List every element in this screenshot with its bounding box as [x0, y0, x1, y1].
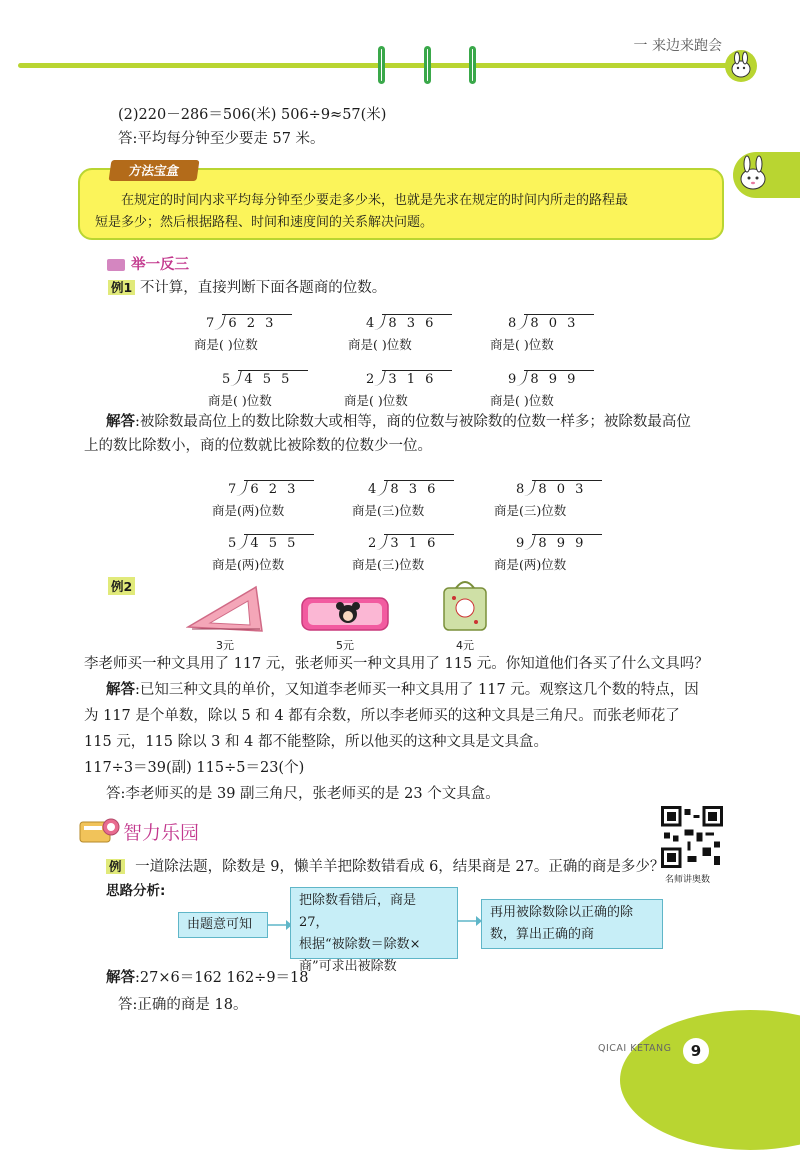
bunny-icon	[733, 152, 779, 198]
divisor: 2	[366, 372, 378, 387]
binder-clip-icon	[469, 46, 476, 84]
solution-text: 上的数比除数小，商的位数就比被除数的位数少一位。	[84, 438, 432, 454]
division-bar	[524, 370, 594, 371]
divisor: 4	[366, 316, 378, 331]
division-bar	[382, 370, 452, 371]
question-text: 李老师买一种文具用了 117 元，张老师买一种文具用了 115 元。你知道他们各买了什么文具吗？	[84, 656, 709, 672]
flow-step-1: 由题意可知	[178, 912, 268, 938]
answer-line: 答:平均每分钟至少要走 57 米。	[118, 131, 325, 147]
division-item	[344, 368, 437, 409]
dividend: 4 5 5	[244, 372, 293, 387]
section-title: 举一反三	[131, 257, 189, 273]
dividend: 6 2 3	[228, 316, 277, 331]
price-caption: 5元	[336, 639, 354, 652]
arrow-right-icon	[268, 917, 292, 933]
digit-count-label: 商是(两)位数	[212, 557, 285, 572]
digit-count-label: 商是(三)位数	[494, 503, 567, 518]
dividend: 8 3 6	[390, 482, 439, 497]
dividend: 4 5 5	[250, 536, 299, 551]
calc-line: 117÷3＝39(副) 115÷5＝23(个)	[84, 760, 305, 776]
method-tag: 方法宝盒	[109, 160, 200, 181]
question-text: 一道除法题，除数是 9，懒羊羊把除数错看成 6，结果商是 27。正确的商是多少？	[135, 859, 665, 875]
division-bar	[244, 480, 314, 481]
digit-count-label: 商是( )位数	[490, 337, 554, 352]
division-bar	[532, 534, 602, 535]
flow-line: 根据“被除数＝除数×	[299, 937, 421, 952]
digit-count-label: 商是( )位数	[490, 393, 554, 408]
digit-count-label: 商是(三)位数	[352, 503, 425, 518]
flow-line: 数，算出正确的商	[490, 927, 595, 942]
bag-image	[440, 578, 490, 636]
flow-step-3	[481, 899, 663, 949]
division-item	[490, 312, 579, 353]
solution-label: 解答	[106, 414, 135, 430]
dividend: 8 9 9	[530, 372, 579, 387]
division-item	[494, 532, 587, 573]
dividend: 8 9 9	[538, 536, 587, 551]
divisor: 8	[508, 316, 520, 331]
flow-line: 把除数看错后，商是 27，	[299, 893, 417, 930]
dividend: 8 0 3	[538, 482, 587, 497]
division-item	[348, 312, 437, 353]
solution-paragraph	[106, 410, 726, 434]
division-item	[194, 312, 277, 353]
solution-text: 为 117 是个单数，除以 5 和 4 都有余数，所以李老师买的这种文具是三角尺。而张老师花了	[84, 708, 680, 724]
divisor: 5	[222, 372, 234, 387]
division-bar	[532, 480, 602, 481]
digit-count-label: 商是( )位数	[344, 393, 408, 408]
division-item	[212, 532, 299, 573]
solution-text: :被除数最高位上的数比除数大或相等，商的位数与被除数的位数一样多；被除数最高位	[135, 414, 691, 430]
digit-count-label: 商是(三)位数	[352, 557, 425, 572]
divisor: 9	[508, 372, 520, 387]
qr-code-image	[661, 806, 723, 872]
bunny-icon	[725, 50, 757, 82]
division-item	[352, 532, 439, 573]
analysis-label: 思路分析:	[106, 883, 166, 899]
method-text	[95, 190, 709, 234]
divisor: 5	[228, 536, 240, 551]
footer-decoration	[620, 1010, 800, 1150]
solution-calc: :27×6＝162 162÷9＝18	[135, 970, 309, 986]
division-item	[352, 478, 439, 519]
division-bar	[244, 534, 314, 535]
division-item	[212, 478, 299, 519]
example-1-heading	[108, 277, 386, 299]
digit-count-label: 商是( )位数	[194, 337, 258, 352]
division-bar	[222, 314, 292, 315]
divisor: 9	[516, 536, 528, 551]
answer-line: 答:正确的商是 18。	[118, 997, 248, 1013]
method-line: 在规定的时间内求平均每分钟至少要走多少米，也就是先求在规定的时间内所走的路程最	[121, 193, 629, 208]
flow-step-2	[290, 887, 458, 974]
example-tag: 例2	[108, 577, 135, 595]
division-item	[208, 368, 293, 409]
arrow-right-icon	[458, 913, 482, 929]
divisor: 7	[206, 316, 218, 331]
division-bar	[382, 314, 452, 315]
division-bar	[524, 314, 594, 315]
division-item	[490, 368, 579, 409]
solution-label: 解答	[106, 682, 135, 698]
division-bar	[384, 480, 454, 481]
puzzle-question	[106, 856, 664, 878]
calc-line: (2)220－286＝506(米) 506÷9≈57(米)	[118, 107, 387, 123]
binder-clip-icon	[378, 46, 385, 84]
dividend: 8 0 3	[530, 316, 579, 331]
solution-paragraph	[106, 678, 699, 702]
price-caption: 3元	[216, 639, 234, 652]
division-bar	[384, 534, 454, 535]
digit-count-label: 商是( )位数	[348, 337, 412, 352]
side-tab	[733, 152, 800, 198]
dividend: 8 3 6	[388, 316, 437, 331]
flow-line: 再用被除数除以正确的除	[490, 905, 634, 920]
price-caption: 4元	[456, 639, 474, 652]
binder-clip-icon	[424, 46, 431, 84]
footer-label: QICAI KETANG	[598, 1043, 672, 1054]
solution-text: 115 元，115 除以 3 和 4 都不能整除，所以他买的这种文具是文具盒。	[84, 734, 548, 750]
division-bar	[238, 370, 308, 371]
digit-count-label: 商是(两)位数	[494, 557, 567, 572]
example-tag: 例	[106, 859, 125, 874]
dividend: 3 1 6	[390, 536, 439, 551]
triangle-ruler-image	[186, 585, 266, 639]
solution-text: :已知三种文具的单价，又知道李老师买一种文具用了 117 元。观察这几个数的特点，因	[135, 682, 699, 698]
puzzle-park-icon	[78, 814, 122, 848]
dividend: 6 2 3	[250, 482, 299, 497]
page-number: 9	[680, 1035, 712, 1067]
digit-count-label: 商是(两)位数	[212, 503, 285, 518]
chapter-title: 一 来边来跑会	[633, 38, 722, 54]
example-tag: 例1	[108, 280, 135, 295]
division-item	[494, 478, 587, 519]
divisor: 8	[516, 482, 528, 497]
solution-label: 解答	[106, 970, 135, 986]
digit-count-label: 商是( )位数	[208, 393, 272, 408]
example-prompt: 不计算，直接判断下面各题商的位数。	[139, 280, 387, 296]
flow-line: 商”可求出被除数	[299, 959, 397, 974]
qr-caption: 名师讲奥数	[665, 875, 711, 885]
section-title: 智力乐园	[123, 822, 200, 844]
notebook-icon	[107, 259, 125, 271]
divisor: 2	[368, 536, 380, 551]
method-line: 短是多少；然后根据路程、时间和速度间的关系解决问题。	[95, 215, 434, 230]
answer-line: 答:李老师买的是 39 副三角尺，张老师买的是 23 个文具盒。	[106, 786, 500, 802]
divisor: 4	[368, 482, 380, 497]
solution-paragraph	[106, 967, 309, 989]
dividend: 3 1 6	[388, 372, 437, 387]
divisor: 7	[228, 482, 240, 497]
pencil-case-image	[300, 594, 390, 638]
